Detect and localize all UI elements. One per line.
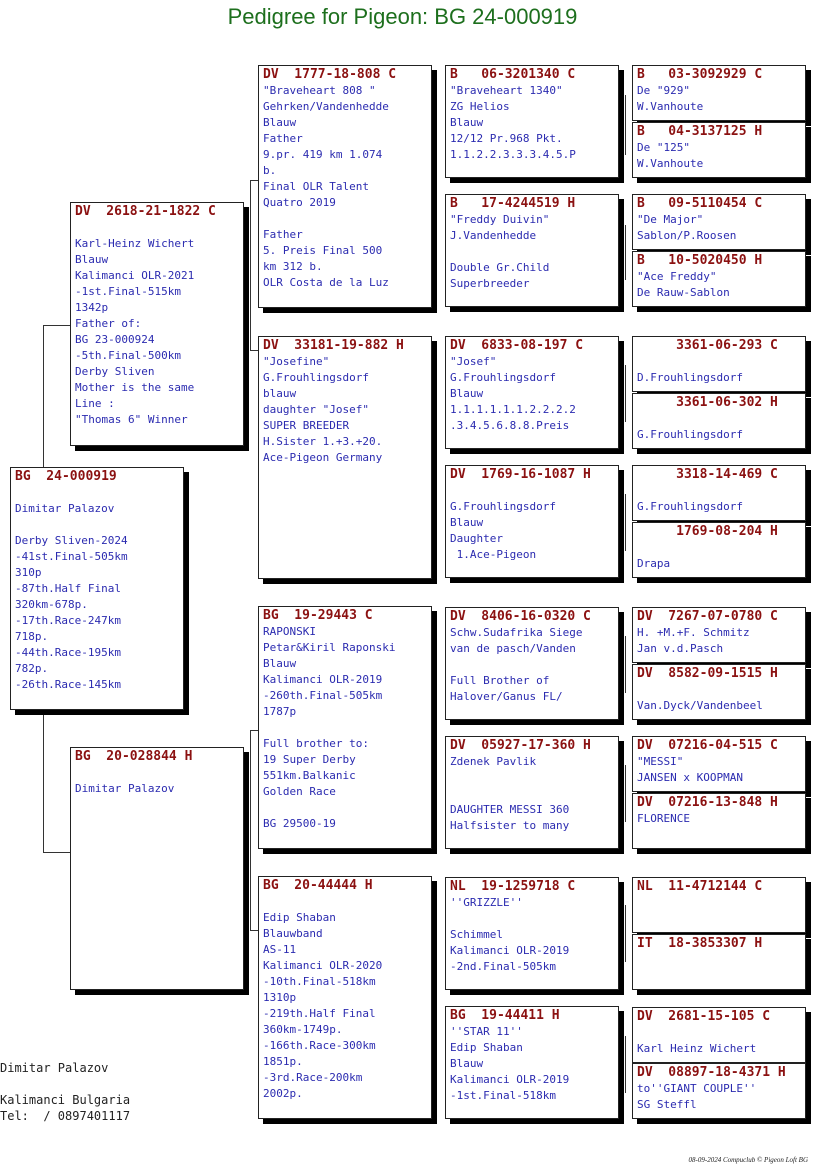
bird-details: D.Frouhlingsdorf [637, 371, 743, 384]
owner-name: Dimitar Palazov [0, 1061, 109, 1075]
bird-card-sire-sire [258, 65, 432, 308]
bird-details: ''STAR 11'' Edip Shaban Blauw Kalimanci OLR-2019 -1st.Final-518km [450, 1025, 570, 1102]
connector-line [436, 116, 437, 246]
connector-line [625, 95, 626, 155]
bird-details: "Braveheart 808 " Gehrken/Vandenhedde Blauw Father 9.pr. 419 km 1.074 b. Final OLR Talent Quatro 2019 Father 5. Preis Final 500 km 312 b. OLR Costa de la Luz [263, 84, 389, 289]
bird-card-gen5-10 [632, 664, 806, 720]
page-title: Pedigree for Pigeon: BG 24-000919 [227, 4, 578, 29]
bird-details: "Ace Freddy" De Rauw-Sablon [637, 270, 730, 299]
ring-number: DV 8406-16-0320 C [450, 609, 591, 624]
print-stamp: 08-09-2024 Compuclub © Pigeon Loft BG [688, 1156, 808, 1164]
ring-number: BG 20-44444 H [263, 878, 373, 893]
bird-card-sss [445, 65, 619, 178]
bird-details: Schw.Sudafrika Siege van de pasch/Vanden Full Brother of Halover/Ganus FL/ [450, 626, 583, 703]
bird-details: Dimitar Palazov [75, 782, 175, 795]
bird-card-sdd [445, 465, 619, 578]
bird-card-gen5-9 [632, 607, 806, 663]
connector-line [250, 730, 251, 930]
bird-card-gen5-15 [632, 1007, 806, 1063]
ring-number: BG 19-44411 H [450, 1008, 560, 1023]
bird-card-sire-dam [258, 336, 432, 579]
ring-number: B 04-3137125 H [637, 124, 763, 139]
bird-card-gen5-14 [632, 934, 806, 990]
connector-line [436, 930, 437, 1060]
bird-details: FLORENCE [637, 812, 690, 825]
bird-card-dam-dam [258, 876, 432, 1119]
bird-card-gen5-3 [632, 194, 806, 250]
connector-line [436, 400, 437, 520]
bird-card-gen5-16 [632, 1063, 806, 1119]
bird-details: Karl-Heinz Wichert Blauw Kalimanci OLR-2021 -1st.Final-515km 1342p Father of: BG 23-000924 -5th.Final-500km Derby Sliven Mother is the same Line : "Thomas 6" Winner [75, 237, 195, 426]
bird-details: to''GIANT COUPLE'' SG Steffl [637, 1082, 757, 1111]
bird-card-dds [445, 877, 619, 990]
owner-location: Kalimanci Bulgaria [0, 1093, 131, 1107]
connector-line [625, 225, 626, 280]
connector-line [250, 180, 258, 181]
bird-card-sire [70, 202, 244, 446]
bird-details: Drapa [637, 557, 671, 570]
ring-number: 3361-06-302 H [637, 395, 778, 410]
bird-card-gen5-2 [632, 122, 806, 178]
bird-card-gen5-12 [632, 793, 806, 849]
ring-number: DV 2618-21-1822 C [75, 204, 216, 219]
bird-card-gen5-1 [632, 65, 806, 121]
bird-card-gen5-7 [632, 465, 806, 521]
owner-phone: Tel: / 0897401117 [0, 1109, 131, 1123]
bird-card-gen5-5 [632, 336, 806, 392]
connector-line [625, 765, 626, 822]
connector-line [436, 660, 437, 790]
connector-line [625, 365, 626, 422]
ring-number: DV 1769-16-1087 H [450, 467, 591, 482]
ring-number: NL 11-4712144 C [637, 879, 763, 894]
ring-number: B 17-4244519 H [450, 196, 576, 211]
bird-card-gen5-4 [632, 251, 806, 307]
bird-details: De "125" W.Vanhoute [637, 141, 704, 170]
bird-details: "MESSI" JANSEN x KOOPMAN [637, 755, 743, 784]
connector-line [43, 325, 44, 468]
connector-line [625, 636, 626, 693]
bird-details: "Josef" G.Frouhlingsdorf Blauw 1.1.1.1.1.1.2.2.2.2 .3.4.5.6.8.8.Preis [450, 355, 576, 432]
bird-details: "De Major" Sablon/P.Roosen [637, 213, 737, 242]
ring-number: DV 1777-18-808 C [263, 67, 397, 82]
bird-details: Dimitar Palazov Derby Sliven-2024 -41st.Final-505km 310p -87th.Half Final 320km-678p. -17th.Race-247km 718p. -44th.Race-195km 782p. -26th.Race-145km [15, 502, 128, 691]
connector-line [250, 350, 258, 351]
ring-number: B 10-5020450 H [637, 253, 763, 268]
ring-number: 3361-06-293 C [637, 338, 778, 353]
ring-number: IT 18-3853307 H [637, 936, 763, 951]
ring-number: B 03-3092929 C [637, 67, 763, 82]
ring-number: DV 05927-17-360 H [450, 738, 591, 753]
ring-number: BG 20-028844 H [75, 749, 193, 764]
connector-line [250, 930, 258, 931]
ring-number: B 09-5110454 C [637, 196, 763, 211]
connector-line [43, 710, 44, 852]
bird-card-gen5-13 [632, 877, 806, 933]
bird-details: Zdenek Pavlik DAUGHTER MESSI 360 Halfsister to many [450, 755, 570, 832]
bird-details: De "929" W.Vanhoute [637, 84, 704, 113]
bird-details: ''GRIZZLE'' Schimmel Kalimanci OLR-2019 -2nd.Final-505km [450, 896, 570, 973]
ring-number: DV 07216-13-848 H [637, 795, 778, 810]
connector-line [43, 325, 70, 326]
bird-card-gen5-8 [632, 522, 806, 578]
bird-card-gen5-6 [632, 393, 806, 449]
ring-number: BG 24-000919 [15, 469, 117, 484]
bird-details: "Josefine" G.Frouhlingsdorf blauw daughter "Josef" SUPER BREEDER H.Sister 1.+3.+20. Ace-Pigeon Germany [263, 355, 383, 464]
bird-card-dam [70, 747, 244, 990]
ring-number: NL 19-1259718 C [450, 879, 576, 894]
connector-line [625, 905, 626, 962]
bird-card-sds [445, 336, 619, 449]
connector-line [625, 494, 626, 551]
connector-line [625, 1036, 626, 1093]
ring-number: DV 33181-19-882 H [263, 338, 404, 353]
ring-number: 3318-14-469 C [637, 467, 778, 482]
ring-number: DV 6833-08-197 C [450, 338, 584, 353]
connector-line [250, 730, 258, 731]
bird-card-dss [445, 607, 619, 720]
bird-details: G.Frouhlingsdorf [637, 500, 743, 513]
bird-details: G.Frouhlingsdorf [637, 428, 743, 441]
ring-number: DV 7267-07-0780 C [637, 609, 778, 624]
bird-details: RAPONSKI Petar&Kiril Raponski Blauw Kalimanci OLR-2019 -260th.Final-505km 1787p Full brother to: 19 Super Derby 551km.Balkanic Golden Race BG 29500-19 [263, 625, 396, 830]
bird-card-ssd [445, 194, 619, 307]
ring-number: DV 07216-04-515 C [637, 738, 778, 753]
bird-details: G.Frouhlingsdorf Blauw Daughter 1.Ace-Pigeon [450, 500, 556, 561]
ring-number: DV 8582-09-1515 H [637, 666, 778, 681]
bird-details: H. +M.+F. Schmitz Jan v.d.Pasch [637, 626, 750, 655]
bird-card-dam-sire [258, 606, 432, 849]
bird-details: Van.Dyck/Vandenbeel [637, 699, 763, 712]
bird-details: "Freddy Duivin" J.Vandenhedde Double Gr.Child Superbreeder [450, 213, 550, 290]
bird-details: Karl Heinz Wichert [637, 1042, 757, 1055]
ring-number: BG 19-29443 C [263, 608, 373, 623]
bird-card-subject [10, 467, 184, 710]
bird-details: Edip Shaban Blauwband AS-11 Kalimanci OLR-2020 -10th.Final-518km 1310p -219th.Half Final 360km-1749p. -166th.Race-300km 1851p. -3rd.Race-200km 2002p. [263, 911, 383, 1100]
ring-number: DV 2681-15-105 C [637, 1009, 771, 1024]
bird-details: "Braveheart 1340" ZG Helios Blauw 12/12 Pr.968 Pkt. 1.1.2.2.3.3.3.4.5.P [450, 84, 576, 161]
bird-card-gen5-11 [632, 736, 806, 792]
connector-line [43, 852, 70, 853]
bird-card-dsd [445, 736, 619, 849]
ring-number: DV 08897-18-4371 H [637, 1065, 786, 1080]
bird-card-ddd [445, 1006, 619, 1119]
ring-number: 1769-08-204 H [637, 524, 778, 539]
ring-number: B 06-3201340 C [450, 67, 576, 82]
connector-line [250, 180, 251, 350]
